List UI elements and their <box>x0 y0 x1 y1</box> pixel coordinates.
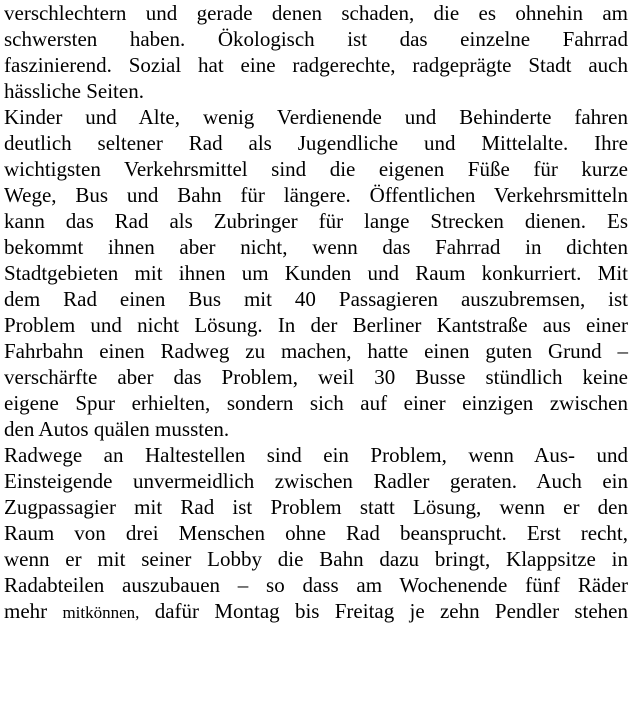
text-line: eigene Spur erhielten, sondern sich auf einer einzigen zwischen <box>4 391 628 415</box>
text-line: Radabteilen auszubauen – so dass am Wochenende fünf Räder <box>4 573 628 597</box>
document-page <box>4 0 628 624</box>
text-line: Zugpassagier mit Rad ist Problem statt Lösung, wenn er den <box>4 495 628 519</box>
text-line: Fahrbahn einen Radweg zu machen, hatte einen guten Grund – <box>4 339 628 363</box>
text-line: den Autos quälen mussten. <box>4 417 230 441</box>
text-line <box>4 598 628 624</box>
paragraph-2 <box>4 104 628 442</box>
text-line: Wege, Bus und Bahn für längere. Öffentlichen Verkehrsmitteln <box>4 183 628 207</box>
text-line: bekommt ihnen aber nicht, wenn das Fahrrad in dichten <box>4 235 628 259</box>
text-line: schwersten haben. Ökologisch ist das einzelne Fahrrad <box>4 27 628 51</box>
text-line: Einsteigende unvermeidlich zwischen Radler geraten. Auch ein <box>4 469 628 493</box>
text-line: Raum von drei Menschen ohne Rad beansprucht. Erst recht, <box>4 521 628 545</box>
text-line: wichtigsten Verkehrsmittel sind die eigenen Füße für kurze <box>4 157 628 181</box>
paragraph-1 <box>4 0 628 104</box>
text-line: wenn er mit seiner Lobby die Bahn dazu bringt, Klappsitze in <box>4 547 628 571</box>
text-fragment: mehr <box>4 599 63 623</box>
text-line: dem Rad einen Bus mit 40 Passagieren auszubremsen, ist <box>4 287 628 311</box>
text-line: Stadtgebieten mit ihnen um Kunden und Raum konkurriert. Mit <box>4 261 628 285</box>
text-fragment: dafür Montag bis Freitag je zehn Pendler stehen <box>139 599 629 623</box>
text-line: Radwege an Haltestellen sind ein Problem, wenn Aus- und <box>4 443 628 467</box>
text-fragment-small: mitkönnen, <box>62 603 140 622</box>
text-line: hässliche Seiten. <box>4 79 144 103</box>
text-line: deutlich seltener Rad als Jugendliche und Mittelalte. Ihre <box>4 131 628 155</box>
text-line: verschärfte aber das Problem, weil 30 Busse stündlich keine <box>4 365 628 389</box>
paragraph-3 <box>4 442 628 624</box>
text-line: Problem und nicht Lösung. In der Berliner Kantstraße aus einer <box>4 313 628 337</box>
text-line: kann das Rad als Zubringer für lange Strecken dienen. Es <box>4 209 628 233</box>
text-line: Kinder und Alte, wenig Verdienende und Behinderte fahren <box>4 105 628 129</box>
text-line: faszinierend. Sozial hat eine radgerechte, radgeprägte Stadt auch <box>4 53 628 77</box>
text-line: verschlechtern und gerade denen schaden, die es ohnehin am <box>4 1 628 25</box>
